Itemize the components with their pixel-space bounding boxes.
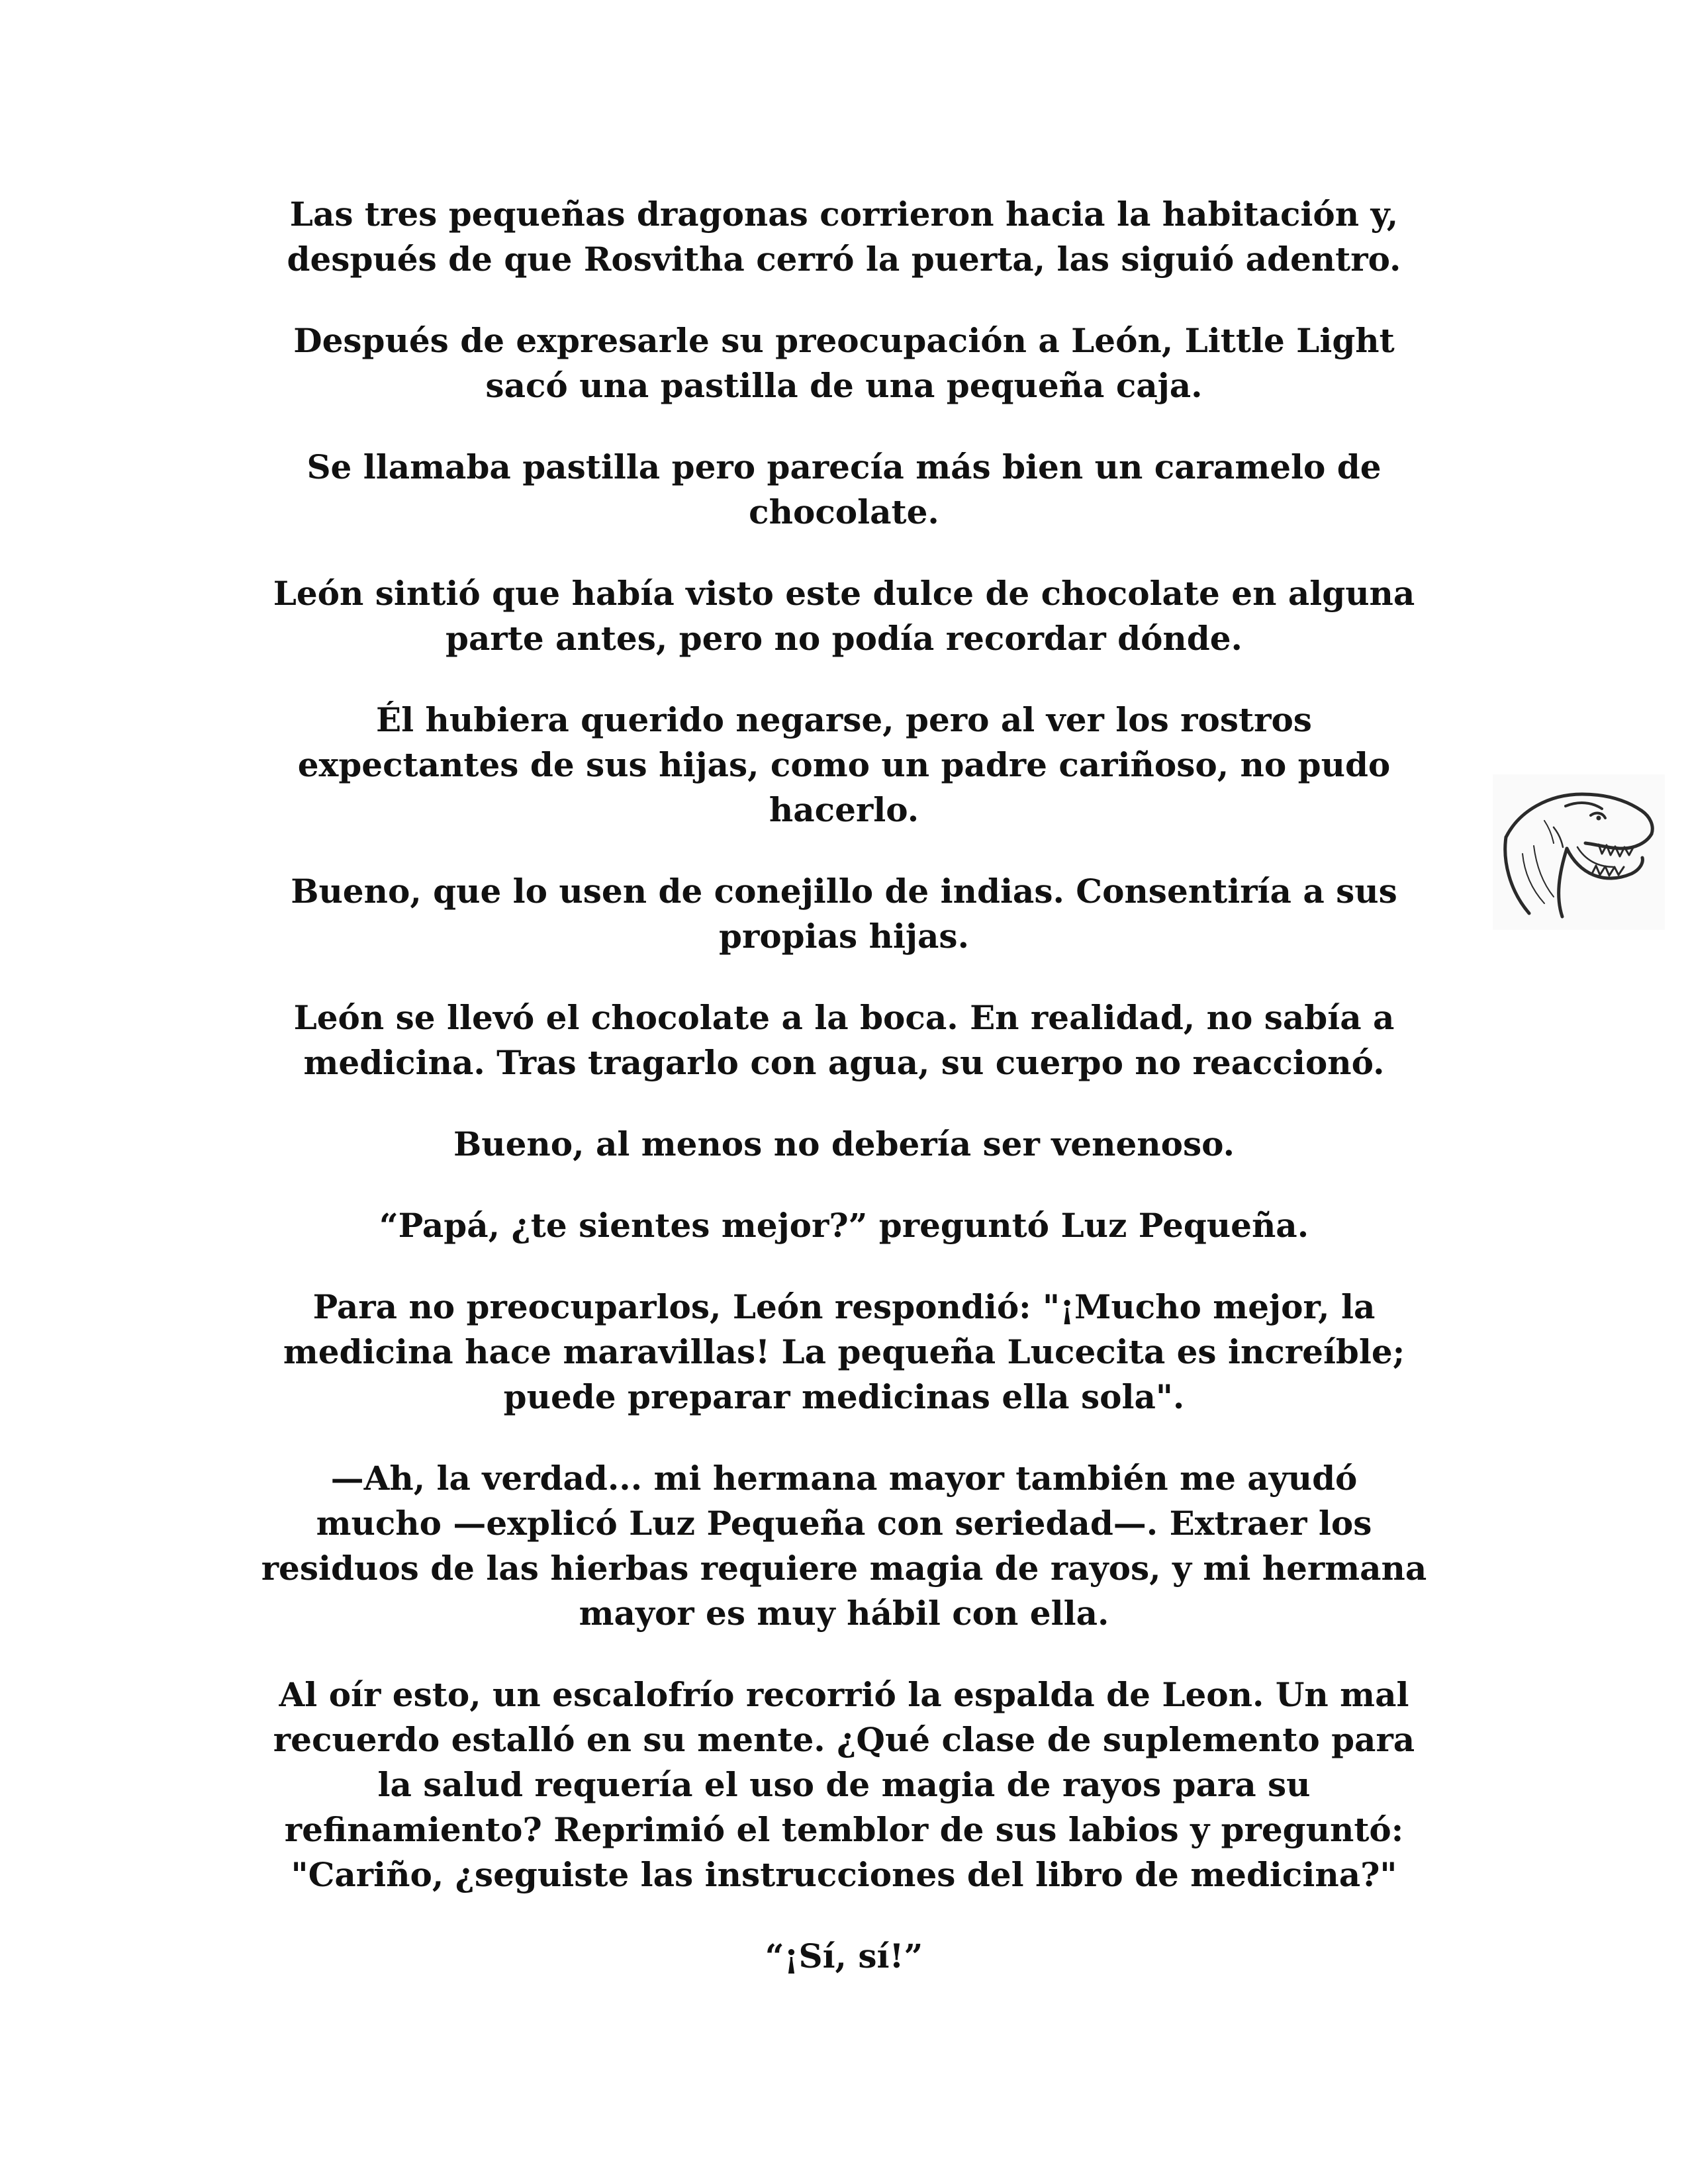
paragraph-3: Se llamaba pastilla pero parecía más bien un caramelo de chocolate.: [306, 447, 1382, 531]
paragraph-8: Bueno, al menos no debería ser venenoso.: [453, 1124, 1235, 1163]
body-text: [218, 192, 1470, 2015]
paragraph-5: Él hubiera querido negarse, pero al ver los rostros expectantes de sus hijas, como un padre cariñoso, no pudo hacerlo.: [297, 700, 1391, 829]
dinosaur-head-sketch-icon: [1493, 774, 1665, 930]
paragraph-12: Al oír esto, un escalofrío recorrió la espalda de Leon. Un mal recuerdo estalló en su mente. ¿Qué clase de suplemento para la salud requería el uso de magia de rayos para su refinamiento? Reprimió el temblor de sus labios y preguntó: "Cariño, ¿seguiste las instrucciones del libro de medicina?": [273, 1675, 1415, 1894]
paragraph-7: León se llevó el chocolate a la boca. En realidad, no sabía a medicina. Tras tragarlo con agua, su cuerpo no reaccionó.: [293, 998, 1395, 1082]
paragraph-11: —Ah, la verdad... mi hermana mayor también me ayudó mucho —explicó Luz Pequeña con seriedad—. Extraer los residuos de las hierbas requiere magia de rayos, y mi hermana mayor es muy hábil con ella.: [261, 1459, 1427, 1633]
paragraph-2: Después de expresarle su preocupación a León, Little Light sacó una pastilla de una pequeña caja.: [293, 321, 1395, 405]
paragraph-10: Para no preocuparlos, León respondió: "¡Mucho mejor, la medicina hace maravillas! La pequeña Lucecita es increíble; puede preparar medicinas ella sola".: [283, 1287, 1405, 1416]
paragraph-4: León sintió que había visto este dulce de chocolate en alguna parte antes, pero no podía recordar dónde.: [273, 574, 1415, 658]
paragraph-13: “¡Sí, sí!”: [765, 1936, 923, 1976]
paragraph-1: Las tres pequeñas dragonas corrieron hacia la habitación y, después de que Rosvitha cerró la puerta, las siguió adentro.: [287, 195, 1401, 279]
paragraph-6: Bueno, que lo usen de conejillo de indias. Consentiría a sus propias hijas.: [291, 872, 1397, 956]
paragraph-9: “Papá, ¿te sientes mejor?” preguntó Luz Pequeña.: [379, 1206, 1309, 1245]
